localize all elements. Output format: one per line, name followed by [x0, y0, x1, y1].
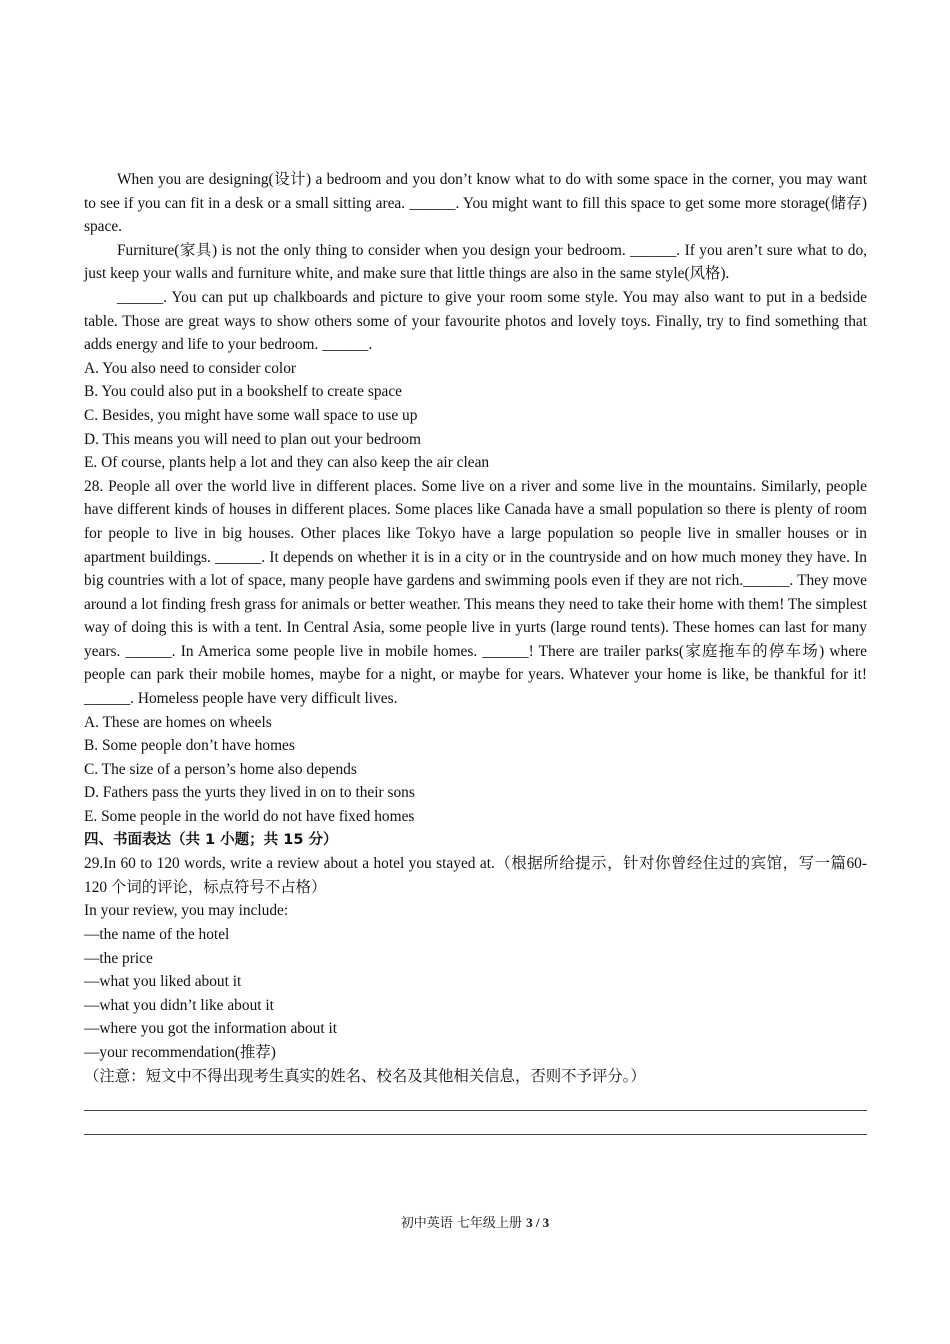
passage28-options: [84, 711, 867, 829]
writing-hints: [84, 923, 867, 1065]
option-c: C. Besides, you might have some wall space to use up: [84, 406, 418, 424]
passage28-text: 28. People all over the world live in different places. Some live on a river and some live in the mountains. Similarly, people have different kinds of houses in different places. Some places like Canada have a small population so there is plenty of room for people to live in big houses. Other places like Tokyo have a large population so people live in smaller houses or in apartment buildings. ______. It depends on whether it is in a city or in the countryside and on how much money they have. In big countries with a lot of space, many people have gardens and swimming pools even if they are not rich.______. They move around a lot finding fresh grass for animals or better weather. This means they need to take their home with them! The simplest way of doing this is with a tent. In Central Asia, some people live in yurts (large round tents). These homes can last for many years. ______. In America some people live in mobile homes. ______! There are trailer parks(家庭拖车的停车场) where people can park their mobile homes, maybe for a night, or maybe for years. Whatever your home is like, be thankful for it! ______. Homeless people have very difficult lives.: [84, 477, 867, 708]
hint-item: —your recommendation(推荐): [84, 1043, 276, 1061]
passage27-options: [84, 357, 867, 475]
footer-label: 初中英语 七年级上册: [400, 1216, 527, 1231]
option-e: E. Some people in the world do not have fixed homes: [84, 808, 415, 826]
option-d: D. This means you will need to plan out your bedroom: [84, 430, 421, 448]
writing-note: （注意：短文中不得出现考生真实的姓名、校名及其他相关信息，否则不予评分。）: [84, 1067, 646, 1085]
passage27-para1: When you are designing(设计) a bedroom and you don’t know what to do with some space in the corner, you may want to see if you can fit in a desk or a small sitting area. ______. You might want to fill this space to get some more storage(储存) space.: [84, 171, 867, 236]
page-number: 3 / 3: [526, 1215, 550, 1230]
option-b: B. Some people don’t have homes: [84, 737, 295, 755]
writing-intro: In your review, you may include:: [84, 902, 289, 920]
option-a: A. These are homes on wheels: [84, 713, 272, 731]
option-b: B. You could also put in a bookshelf to create space: [84, 383, 403, 401]
page-footer: [0, 1212, 950, 1231]
hint-item: —what you liked about it: [84, 973, 242, 991]
option-c: C. The size of a person’s home also depends: [84, 760, 357, 778]
hint-item: —the name of the hotel: [84, 926, 230, 943]
option-e: E. Of course, plants help a lot and they can also keep the air clean: [84, 454, 490, 472]
passage27-para2: Furniture(家具) is not the only thing to consider when you design your bedroom. ______. If you aren’t sure what to do, just keep your walls and furniture white, and make sure that little things are also in the same style(风格).: [84, 241, 867, 283]
hint-item: —where you got the information about it: [84, 1020, 338, 1038]
exam-page: [84, 168, 867, 1135]
hint-item: —the price: [84, 949, 153, 967]
passage27-para3: ______. You can put up chalkboards and picture to give your room some style. You may also want to put in a bedside table. Those are great ways to show others some of your favourite photos and lovely toys. Finally, try to find something that adds energy and life to your bedroom. ______.: [84, 288, 867, 354]
answer-line[interactable]: [84, 1134, 867, 1135]
option-d: D. Fathers pass the yurts they lived in on to their sons: [84, 784, 415, 802]
section-heading: 四、书面表达（共 1 小题；共 15 分）: [84, 831, 338, 848]
writing-prompt: 29.In 60 to 120 words, write a review about a hotel you stayed at.（根据所给提示，针对你曾经住过的宾馆，写一篇60-120 个词的评论，标点符号不占格）: [84, 855, 867, 896]
option-a: A. You also need to consider color: [84, 359, 297, 377]
hint-item: —what you didn’t like about it: [84, 996, 274, 1014]
answer-line[interactable]: [84, 1110, 867, 1111]
